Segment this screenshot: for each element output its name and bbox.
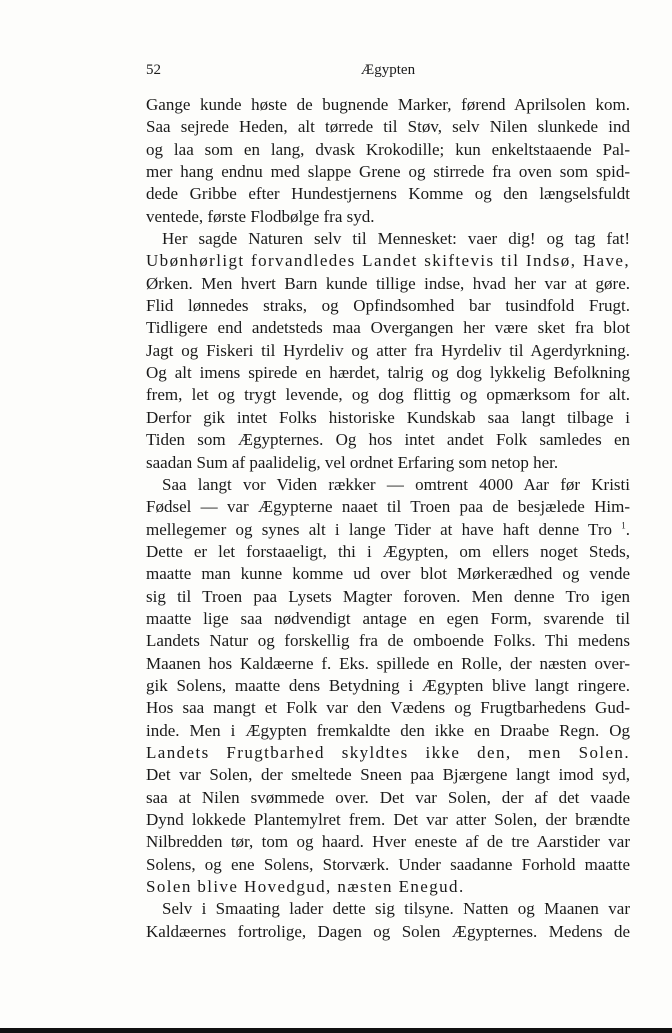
text-line: Tiden som Ægypternes. Og hos intet andet Folk samledes en [146,430,630,450]
sentence-end: . [625,519,630,539]
text-line [146,519,630,541]
text-fragment: mellegemer og synes alt i lange Tider at have haft denne Tro [146,519,613,539]
text-line: Det var Solen, der smeltede Sneen paa Bjærgene langt imod syd, [146,765,630,785]
footnote-marker: 1 [621,519,626,530]
text-line: Landets Frugtbarhed skyldtes ikke den, men Solen. [146,742,630,762]
text-line: Saa sejrede Heden, alt tørrede til Støv, selv Nilen slunkede ind [146,117,630,137]
text-line: Solens, og ene Solens, Storværk. Under saadanne Forhold maatte [146,854,630,874]
text-line: sig til Troen paa Lysets Magter foroven. Men denne Tro igen [146,586,630,606]
text-line: Nilbredden tør, tom og haard. Hver eneste af de tre Aarstider var [146,832,630,852]
text-line: Tidligere end andetsteds maa Overgangen her være sket fra blot [146,318,630,338]
text-line: ventede, første Flodbølge fra syd. [146,206,375,226]
text-line: Solen blive Hovedgud, næsten Enegud. [146,877,465,897]
text-line: Selv i Smaating lader dette sig tilsyne. Natten og Maanen var [162,899,630,919]
text-line: Dette er let forstaaeligt, thi i Ægypten, om ellers noget Steds, [146,541,630,561]
text-line: maatte man kunne komme ud over blot Mørkerædhed og vende [146,564,630,584]
text-line: og laa som en lang, dvask Krokodille; kun enkeltstaaende Pal- [146,139,630,159]
text-body [146,94,630,943]
text-line: Kaldæernes fortrolige, Dagen og Solen Ægypternes. Medens de [146,921,630,941]
text-line: Gange kunde høste de bugnende Marker, førend Aprilsolen kom. [146,95,630,114]
text-line: Fødsel — var Ægypterne naaet til Troen paa de besjælede Him- [146,497,630,517]
running-title: Ægypten [360,62,416,78]
scan-bottom-edge [0,1028,672,1033]
page-number: 52 [146,62,161,78]
text-line: Jagt og Fiskeri til Hyrdeliv og atter fra Hyrdeliv til Agerdyrkning. [146,340,630,360]
text-line: saadan Sum af paalidelig, vel ordnet Erfaring som netop her. [146,452,559,472]
text-line: Flid lønnedes straks, og Opfindsomhed bar tusindfold Frugt. [146,296,630,316]
text-line: inde. Men i Ægypten fremkaldte den ikke en Draabe Regn. Og [146,720,630,740]
text-line: saa at Nilen svømmede over. Det var Solen, der af det vaade [146,787,630,807]
text-line: gik Solens, maatte dens Betydning i Ægypten blive langt ringere. [146,675,630,695]
text-line: Hos saa mangt et Folk var den Vædens og Frugtbarhedens Gud- [146,698,630,718]
text-line: mer hang endnu med slappe Grene og stirrede fra oven som spid- [146,162,630,182]
text-line: Derfor gik intet Folks historiske Kundskab saa langt tilbage i [146,407,630,427]
text-line: Her sagde Naturen selv til Mennesket: vaer dig! og tag fat! [162,229,630,249]
text-line: Saa langt vor Viden rækker — omtrent 4000 Aar før Kristi [162,474,630,494]
text-line: Dynd lokkede Plantemylret frem. Det var atter Solen, der brændte [146,810,630,829]
text-line: frem, let og trygt levende, og dog flittig og opmærksom for alt. [146,385,630,405]
text-line: Maanen hos Kaldæerne f. Eks. spillede en Rolle, der næsten over- [146,653,630,673]
text-line: Ørken. Men hvert Barn kunde tillige indse, hvad her var at gøre. [146,273,630,293]
text-line: Ubønhørligt forvandledes Landet skiftevis til Indsø, Have, [146,251,630,271]
text-line: dede Gribbe efter Hundestjernens Komme og den længselsfuldt [146,184,630,204]
text-line: maatte lige saa nødvendigt antage en egen Form, svarende til [146,608,630,628]
text-line: Landets Natur og forskellig fra de omboende Folks. Thi medens [146,631,630,651]
page-header [146,62,630,82]
text-line: Og alt imens spirede en hærdet, talrig og dog lykkelig Befolkning [146,363,630,383]
